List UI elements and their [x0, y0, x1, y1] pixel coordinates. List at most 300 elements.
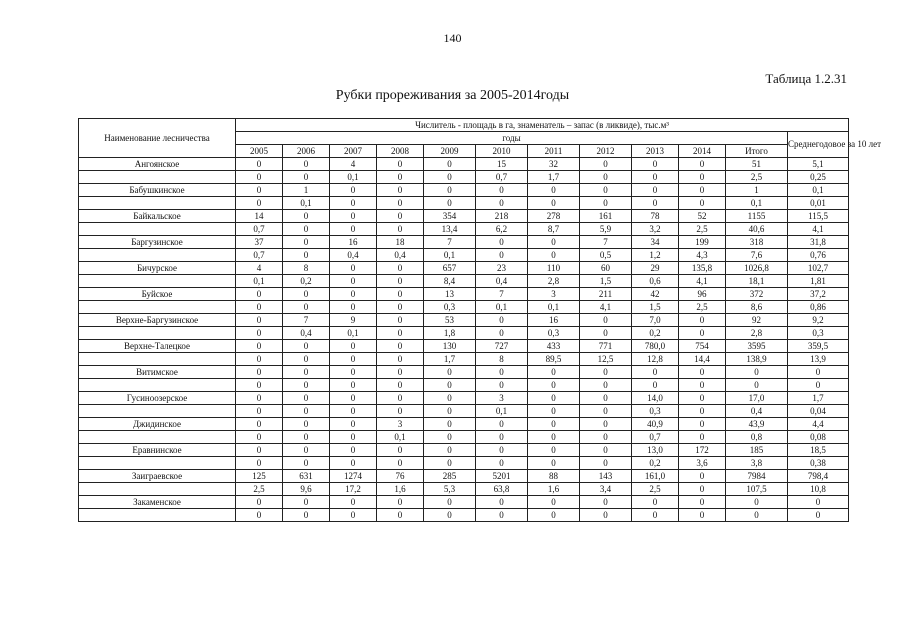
stock-value-cell: 0 [236, 457, 283, 470]
area-value-cell: 0 [726, 496, 788, 509]
area-value-cell: 0 [377, 314, 424, 327]
table-row [79, 431, 849, 444]
area-value-cell: 0 [476, 366, 528, 379]
area-value-cell: 0 [679, 184, 726, 197]
area-value-cell: 0 [283, 444, 330, 457]
header-average-column: Среднегодовое за 10 лет [788, 132, 849, 158]
area-value-cell: 0 [236, 418, 283, 431]
area-value-cell: 0 [377, 496, 424, 509]
area-value-cell: 0 [726, 366, 788, 379]
area-value-cell: 0 [236, 314, 283, 327]
stock-value-cell: 1,5 [580, 275, 632, 288]
area-value-cell: 0 [528, 392, 580, 405]
stock-value-cell: 0 [377, 171, 424, 184]
stock-value-cell: 0 [283, 353, 330, 366]
area-value-cell: 0 [679, 496, 726, 509]
area-value-cell: 1 [283, 184, 330, 197]
area-value-cell: 53 [424, 314, 476, 327]
header-years-label: годы [236, 132, 788, 145]
table-row [79, 405, 849, 418]
area-value-cell: 14 [236, 210, 283, 223]
table-row [79, 353, 849, 366]
forestry-name-continuation [79, 509, 236, 522]
area-value-cell: 0 [283, 418, 330, 431]
stock-value-cell: 0 [283, 431, 330, 444]
area-value-cell: 754 [679, 340, 726, 353]
stock-value-cell: 13,4 [424, 223, 476, 236]
table-row [79, 366, 849, 379]
table-row [79, 340, 849, 353]
stock-value-cell: 0 [330, 301, 377, 314]
stock-value-cell: 0 [377, 301, 424, 314]
area-value-cell: 0 [283, 236, 330, 249]
stock-value-cell: 0,6 [632, 275, 679, 288]
forestry-name: Баргузинское [79, 236, 236, 249]
stock-value-cell: 0,38 [788, 457, 849, 470]
stock-value-cell: 0 [528, 405, 580, 418]
area-value-cell: 1274 [330, 470, 377, 483]
stock-value-cell: 0,2 [632, 457, 679, 470]
stock-value-cell: 9,6 [283, 483, 330, 496]
stock-value-cell: 0 [726, 509, 788, 522]
area-value-cell: 0 [580, 496, 632, 509]
area-value-cell: 161 [580, 210, 632, 223]
stock-value-cell: 0 [330, 509, 377, 522]
area-value-cell: 0 [377, 158, 424, 171]
area-value-cell: 0 [283, 392, 330, 405]
area-value-cell: 771 [580, 340, 632, 353]
header-year-cell: 2013 [632, 145, 679, 158]
area-value-cell: 0,1 [788, 184, 849, 197]
stock-value-cell: 0,86 [788, 301, 849, 314]
area-value-cell: 13 [424, 288, 476, 301]
header-year-cell: 2014 [679, 145, 726, 158]
forestry-name-continuation [79, 223, 236, 236]
stock-value-cell: 2,5 [679, 301, 726, 314]
forestry-name: Еравнинское [79, 444, 236, 457]
area-value-cell: 40,9 [632, 418, 679, 431]
area-value-cell: 161,0 [632, 470, 679, 483]
stock-value-cell: 1,7 [424, 353, 476, 366]
area-value-cell: 0 [424, 158, 476, 171]
area-value-cell: 110 [528, 262, 580, 275]
stock-value-cell: 0 [679, 379, 726, 392]
area-value-cell: 4 [330, 158, 377, 171]
stock-value-cell: 1,2 [632, 249, 679, 262]
stock-value-cell: 18,1 [726, 275, 788, 288]
table-label: Таблица 1.2.31 [765, 71, 847, 86]
stock-value-cell: 0 [788, 379, 849, 392]
stock-value-cell: 0 [679, 327, 726, 340]
table-row [79, 210, 849, 223]
stock-value-cell: 2,5 [632, 483, 679, 496]
area-value-cell: 0 [476, 496, 528, 509]
forestry-name: Верхне-Баргузинское [79, 314, 236, 327]
area-value-cell: 0 [330, 340, 377, 353]
area-value-cell: 0 [580, 366, 632, 379]
area-value-cell: 185 [726, 444, 788, 457]
area-value-cell: 13,0 [632, 444, 679, 457]
area-value-cell: 0 [330, 444, 377, 457]
forestry-name-continuation [79, 457, 236, 470]
area-value-cell: 102,7 [788, 262, 849, 275]
area-value-cell: 7 [580, 236, 632, 249]
area-value-cell: 3 [528, 288, 580, 301]
area-value-cell: 130 [424, 340, 476, 353]
stock-value-cell: 0 [424, 379, 476, 392]
area-value-cell: 0 [476, 418, 528, 431]
stock-value-cell: 0 [679, 483, 726, 496]
stock-value-cell: 1,6 [377, 483, 424, 496]
stock-value-cell: 4,1 [788, 223, 849, 236]
stock-value-cell: 0,4 [330, 249, 377, 262]
area-value-cell: 43,9 [726, 418, 788, 431]
area-value-cell: 88 [528, 470, 580, 483]
area-value-cell: 3 [377, 418, 424, 431]
area-value-cell: 0 [580, 418, 632, 431]
stock-value-cell: 0 [679, 197, 726, 210]
stock-value-cell: 0 [528, 431, 580, 444]
area-value-cell: 1 [726, 184, 788, 197]
stock-value-cell: 0 [377, 353, 424, 366]
stock-value-cell: 0 [283, 171, 330, 184]
stock-value-cell: 8,7 [528, 223, 580, 236]
table-row [79, 275, 849, 288]
forestry-name-continuation [79, 353, 236, 366]
forestry-name-continuation [79, 275, 236, 288]
area-value-cell: 0 [679, 314, 726, 327]
forestry-name-continuation [79, 171, 236, 184]
stock-value-cell: 0 [377, 379, 424, 392]
header-name-column: Наименование лесничества [79, 119, 236, 158]
table-row [79, 483, 849, 496]
area-value-cell: 0 [377, 340, 424, 353]
stock-value-cell: 0 [580, 405, 632, 418]
area-value-cell: 631 [283, 470, 330, 483]
stock-value-cell: 5,3 [424, 483, 476, 496]
stock-value-cell: 2,5 [726, 171, 788, 184]
area-value-cell: 23 [476, 262, 528, 275]
area-value-cell: 0 [283, 210, 330, 223]
area-value-cell: 0 [283, 496, 330, 509]
stock-value-cell: 0,3 [424, 301, 476, 314]
stock-value-cell: 10,8 [788, 483, 849, 496]
stock-value-cell: 0 [283, 249, 330, 262]
stock-value-cell: 4,3 [679, 249, 726, 262]
stock-value-cell: 0 [283, 301, 330, 314]
stock-value-cell: 0 [377, 509, 424, 522]
stock-value-cell: 0 [632, 379, 679, 392]
area-value-cell: 0 [377, 262, 424, 275]
area-value-cell: 211 [580, 288, 632, 301]
stock-value-cell: 0 [424, 171, 476, 184]
stock-value-cell: 0 [528, 197, 580, 210]
stock-value-cell: 0 [679, 509, 726, 522]
stock-value-cell: 0 [476, 249, 528, 262]
stock-value-cell: 14,4 [679, 353, 726, 366]
area-value-cell: 0 [580, 444, 632, 457]
stock-value-cell: 2,5 [679, 223, 726, 236]
stock-value-cell: 0 [580, 509, 632, 522]
stock-value-cell: 0 [424, 431, 476, 444]
area-value-cell: 0 [788, 366, 849, 379]
area-value-cell: 42 [632, 288, 679, 301]
area-value-cell: 5,1 [788, 158, 849, 171]
area-value-cell: 359,5 [788, 340, 849, 353]
area-value-cell: 18,5 [788, 444, 849, 457]
stock-value-cell: 2,8 [726, 327, 788, 340]
area-value-cell: 0 [377, 184, 424, 197]
area-value-cell: 0 [424, 184, 476, 197]
stock-value-cell: 40,6 [726, 223, 788, 236]
stock-value-cell: 0 [679, 405, 726, 418]
area-value-cell: 0 [283, 158, 330, 171]
stock-value-cell: 0 [283, 379, 330, 392]
area-value-cell: 0 [236, 184, 283, 197]
stock-value-cell: 0 [528, 457, 580, 470]
area-value-cell: 0 [788, 496, 849, 509]
area-value-cell: 0 [236, 366, 283, 379]
stock-value-cell: 0,7 [236, 223, 283, 236]
stock-value-cell: 0,25 [788, 171, 849, 184]
area-value-cell: 135,8 [679, 262, 726, 275]
stock-value-cell: 2,8 [528, 275, 580, 288]
table-row [79, 171, 849, 184]
area-value-cell: 0 [528, 418, 580, 431]
area-value-cell: 0 [632, 366, 679, 379]
table-row [79, 314, 849, 327]
stock-value-cell: 0 [377, 457, 424, 470]
area-value-cell: 0 [236, 340, 283, 353]
stock-value-cell: 0 [476, 457, 528, 470]
stock-value-cell: 3,2 [632, 223, 679, 236]
stock-value-cell: 13,9 [788, 353, 849, 366]
stock-value-cell: 0 [424, 405, 476, 418]
area-value-cell: 3595 [726, 340, 788, 353]
stock-value-cell: 0 [330, 275, 377, 288]
stock-value-cell: 0 [236, 327, 283, 340]
stock-value-cell: 0 [377, 223, 424, 236]
table-row [79, 158, 849, 171]
table-row [79, 262, 849, 275]
stock-value-cell: 0 [528, 249, 580, 262]
area-value-cell: 0 [377, 366, 424, 379]
forestry-name-continuation [79, 431, 236, 444]
stock-value-cell: 0,1 [528, 301, 580, 314]
stock-value-cell: 0,2 [632, 327, 679, 340]
stock-value-cell: 1,81 [788, 275, 849, 288]
stock-value-cell: 4,1 [580, 301, 632, 314]
forestry-name: Байкальское [79, 210, 236, 223]
stock-value-cell: 17,2 [330, 483, 377, 496]
forestry-name: Верхне-Талецкое [79, 340, 236, 353]
stock-value-cell: 0 [528, 379, 580, 392]
area-value-cell: 0 [632, 158, 679, 171]
document-title: Рубки прореживания за 2005-2014годы [335, 88, 570, 103]
stock-value-cell: 89,5 [528, 353, 580, 366]
area-value-cell: 798,4 [788, 470, 849, 483]
area-value-cell: 0 [330, 210, 377, 223]
area-value-cell: 0 [330, 262, 377, 275]
area-value-cell: 115,5 [788, 210, 849, 223]
header-year-cell: 2007 [330, 145, 377, 158]
area-value-cell: 0 [424, 496, 476, 509]
area-value-cell: 32 [528, 158, 580, 171]
table-row [79, 470, 849, 483]
stock-value-cell: 0 [632, 509, 679, 522]
area-value-cell: 1026,8 [726, 262, 788, 275]
stock-value-cell: 0,4 [283, 327, 330, 340]
area-value-cell: 17,0 [726, 392, 788, 405]
stock-value-cell: 0,1 [330, 171, 377, 184]
area-value-cell: 0 [580, 314, 632, 327]
forestry-name: Витимское [79, 366, 236, 379]
forestry-name-continuation [79, 197, 236, 210]
stock-value-cell: 0 [580, 197, 632, 210]
area-value-cell: 0 [580, 184, 632, 197]
forestry-name: Бабушкинское [79, 184, 236, 197]
stock-value-cell: 63,8 [476, 483, 528, 496]
table-row [79, 509, 849, 522]
stock-value-cell: 0 [476, 197, 528, 210]
area-value-cell: 0 [236, 392, 283, 405]
stock-value-cell: 0,2 [283, 275, 330, 288]
forestry-name-continuation [79, 483, 236, 496]
area-value-cell: 60 [580, 262, 632, 275]
area-value-cell: 0 [330, 288, 377, 301]
area-value-cell: 0 [236, 444, 283, 457]
area-value-cell: 0 [476, 444, 528, 457]
area-value-cell: 0 [283, 288, 330, 301]
stock-value-cell: 0,08 [788, 431, 849, 444]
stock-value-cell: 0,1 [476, 405, 528, 418]
stock-value-cell: 0,7 [632, 431, 679, 444]
area-value-cell: 0 [528, 236, 580, 249]
stock-value-cell: 0 [377, 405, 424, 418]
area-value-cell: 218 [476, 210, 528, 223]
stock-value-cell: 107,5 [726, 483, 788, 496]
area-value-cell: 0 [424, 366, 476, 379]
stock-value-cell: 0,8 [726, 431, 788, 444]
thinning-table [78, 118, 882, 522]
area-value-cell: 0 [330, 418, 377, 431]
stock-value-cell: 0 [283, 405, 330, 418]
stock-value-cell: 0 [424, 197, 476, 210]
stock-value-cell: 0 [377, 327, 424, 340]
header-year-cell: 2005 [236, 145, 283, 158]
stock-value-cell: 6,2 [476, 223, 528, 236]
stock-value-cell: 0 [424, 509, 476, 522]
header-year-cell: Итого [726, 145, 788, 158]
area-value-cell: 16 [330, 236, 377, 249]
stock-value-cell: 0 [632, 171, 679, 184]
stock-value-cell: 8,4 [424, 275, 476, 288]
area-value-cell: 52 [679, 210, 726, 223]
forestry-name-continuation [79, 249, 236, 262]
area-value-cell: 0 [632, 184, 679, 197]
area-value-cell: 7 [283, 314, 330, 327]
stock-value-cell: 1,7 [528, 171, 580, 184]
area-value-cell: 14,0 [632, 392, 679, 405]
table-row [79, 457, 849, 470]
stock-value-cell: 0 [283, 457, 330, 470]
area-value-cell: 125 [236, 470, 283, 483]
stock-value-cell: 0 [528, 509, 580, 522]
area-value-cell: 0 [377, 392, 424, 405]
stock-value-cell: 0 [377, 275, 424, 288]
area-value-cell: 0 [632, 496, 679, 509]
forestry-name: Заиграевское [79, 470, 236, 483]
page-number: 140 [443, 31, 462, 45]
area-value-cell: 51 [726, 158, 788, 171]
area-value-cell: 0 [424, 418, 476, 431]
stock-value-cell: 3,6 [679, 457, 726, 470]
stock-value-cell: 0,3 [788, 327, 849, 340]
stock-value-cell: 138,9 [726, 353, 788, 366]
stock-value-cell: 0 [476, 327, 528, 340]
area-value-cell: 0 [679, 366, 726, 379]
area-value-cell: 0 [476, 184, 528, 197]
area-value-cell: 0 [236, 288, 283, 301]
forestry-name-continuation [79, 327, 236, 340]
stock-value-cell: 8,6 [726, 301, 788, 314]
table-row [79, 301, 849, 314]
stock-value-cell: 0 [580, 457, 632, 470]
forestry-name-continuation [79, 301, 236, 314]
stock-value-cell: 0,4 [476, 275, 528, 288]
area-value-cell: 199 [679, 236, 726, 249]
stock-value-cell: 0,1 [330, 327, 377, 340]
stock-value-cell: 2,5 [236, 483, 283, 496]
forestry-name: Бичурское [79, 262, 236, 275]
area-value-cell: 31,8 [788, 236, 849, 249]
stock-value-cell: 0,5 [580, 249, 632, 262]
area-value-cell: 0 [283, 340, 330, 353]
area-value-cell: 16 [528, 314, 580, 327]
stock-value-cell: 0,04 [788, 405, 849, 418]
forestry-name: Ангоянское [79, 158, 236, 171]
area-value-cell: 4,4 [788, 418, 849, 431]
stock-value-cell: 4,1 [679, 275, 726, 288]
stock-value-cell: 0 [580, 327, 632, 340]
area-value-cell: 29 [632, 262, 679, 275]
stock-value-cell: 0 [679, 431, 726, 444]
header-numerator-note: Числитель - площадь в га, знаменатель – запас (в ликвиде), тыс.м³ [236, 119, 849, 132]
area-value-cell: 7 [424, 236, 476, 249]
stock-value-cell: 0 [283, 223, 330, 236]
stock-value-cell: 0 [236, 353, 283, 366]
stock-value-cell: 0 [330, 197, 377, 210]
area-value-cell: 0 [528, 444, 580, 457]
stock-value-cell: 0 [236, 197, 283, 210]
table-row [79, 223, 849, 236]
stock-value-cell: 0 [236, 301, 283, 314]
stock-value-cell: 0 [377, 197, 424, 210]
area-value-cell: 0 [528, 496, 580, 509]
stock-value-cell: 0,7 [476, 171, 528, 184]
area-value-cell: 433 [528, 340, 580, 353]
stock-value-cell: 0,4 [726, 405, 788, 418]
stock-value-cell: 0 [580, 379, 632, 392]
area-value-cell: 9,2 [788, 314, 849, 327]
forestry-name-continuation [79, 405, 236, 418]
area-value-cell: 1,7 [788, 392, 849, 405]
area-value-cell: 8 [283, 262, 330, 275]
stock-value-cell: 0 [632, 197, 679, 210]
area-value-cell: 76 [377, 470, 424, 483]
area-value-cell: 3 [476, 392, 528, 405]
header-year-cell: 2008 [377, 145, 424, 158]
